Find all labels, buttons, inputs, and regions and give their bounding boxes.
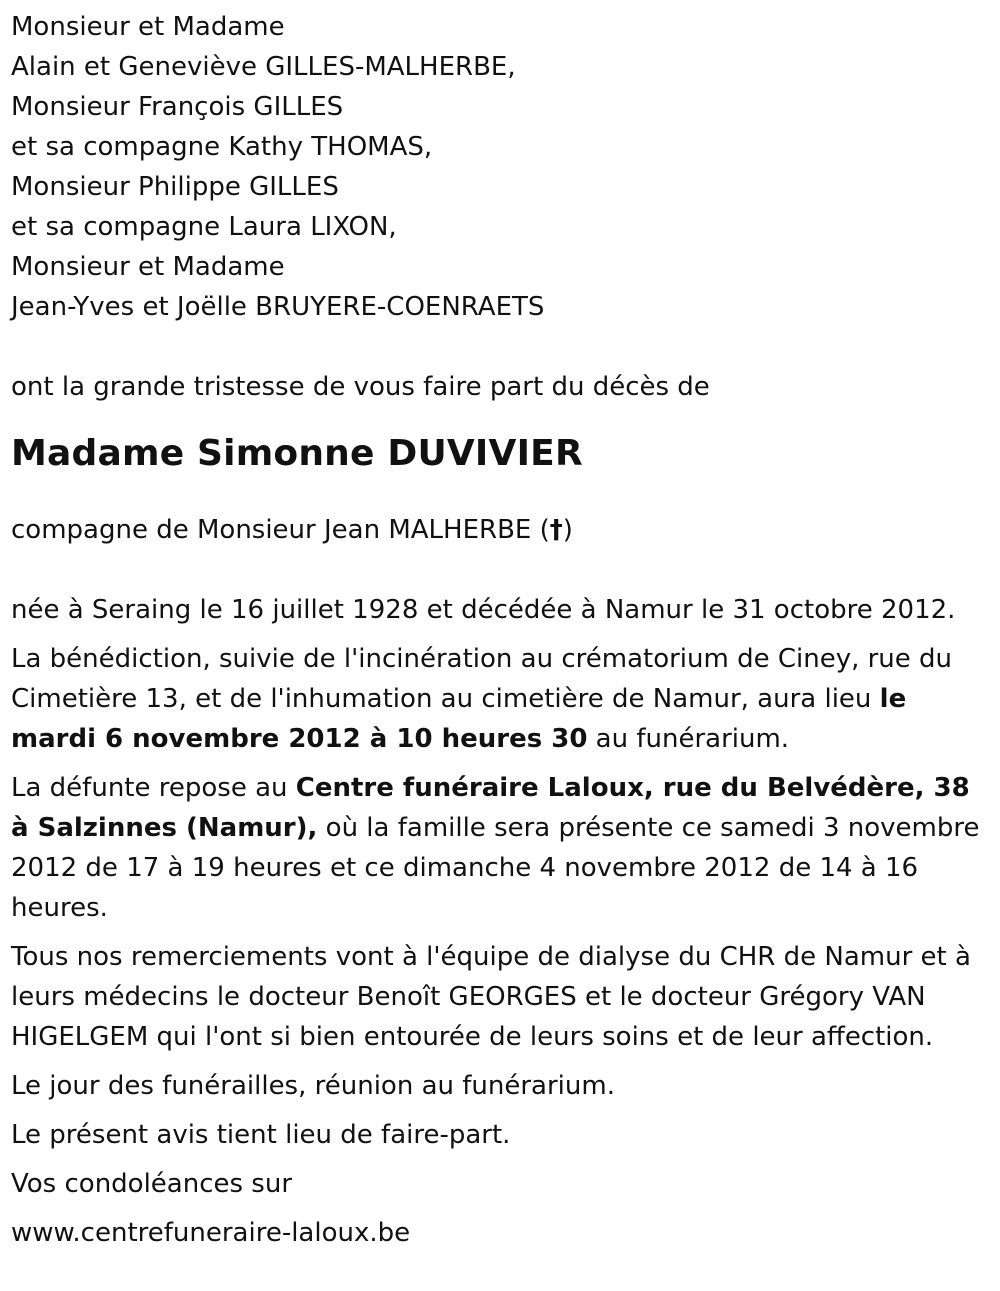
- cross-icon: †: [549, 515, 563, 545]
- family-line: Jean-Yves et Joëlle BRUYERE-COENRAETS: [11, 292, 545, 322]
- birth-death-dates: née à Seraing le 16 juillet 1928 et décédée à Namur le 31 octobre 2012.: [11, 595, 956, 625]
- family-line: et sa compagne Laura LIXON,: [11, 212, 397, 242]
- family-line: Monsieur Philippe GILLES: [11, 172, 339, 202]
- deceased-name: Madame Simonne DUVIVIER: [11, 433, 583, 474]
- family-line: Monsieur et Madame: [11, 252, 285, 282]
- partner-line: [11, 510, 1000, 550]
- family-line: et sa compagne Kathy THOMAS,: [11, 132, 433, 162]
- repose-text: La défunte repose au: [11, 773, 296, 803]
- visiting-hours: où la famille sera présente ce samedi 3 novembre 2012 de 17 à 19 heures et ce dimanche 4 novembre 2012 de 14 à 16 heures.: [11, 813, 980, 923]
- ceremony-text: La bénédiction, suivie de l'incinération au crématorium de Ciney, rue du Cimetière 13, et de l'inhumation au cimetière de Namur, aura lieu: [11, 644, 953, 714]
- repose-paragraph: [11, 768, 980, 928]
- condolences-label: Vos condoléances sur: [11, 1169, 293, 1199]
- ceremony-date: le mardi 6 novembre 2012 à 10 heures 30: [11, 684, 907, 754]
- partner-prefix: compagne de Monsieur Jean MALHERBE (: [11, 515, 550, 545]
- family-line: Monsieur François GILLES: [11, 92, 344, 122]
- family-line: Monsieur et Madame: [11, 12, 285, 42]
- family-line: Alain et Geneviève GILLES-MALHERBE,: [11, 52, 516, 82]
- thanks-paragraph: Tous nos remerciements vont à l'équipe de dialyse du CHR de Namur et à leurs médecins le docteur Benoît GEORGES et le docteur Grégory VAN HIGELGEM qui l'ont si bien entourée de leurs soins et de leur affection.: [11, 942, 971, 1052]
- condolences-website: www.centrefuneraire-laloux.be: [11, 1218, 411, 1248]
- spacer: [11, 327, 1000, 367]
- partner-suffix: ): [562, 515, 573, 545]
- notice-text: Le présent avis tient lieu de faire-part.: [11, 1120, 511, 1150]
- repose-place: Centre funéraire Laloux, rue du Belvédère, 38 à Salzinnes (Namur),: [11, 773, 970, 843]
- reunion-text: Le jour des funérailles, réunion au funérarium.: [11, 1071, 615, 1101]
- announcement-text: ont la grande tristesse de vous faire part du décès de: [11, 372, 710, 402]
- family-list: [11, 7, 1000, 327]
- ceremony-paragraph: [11, 639, 980, 759]
- ceremony-location: au funérarium.: [587, 724, 790, 754]
